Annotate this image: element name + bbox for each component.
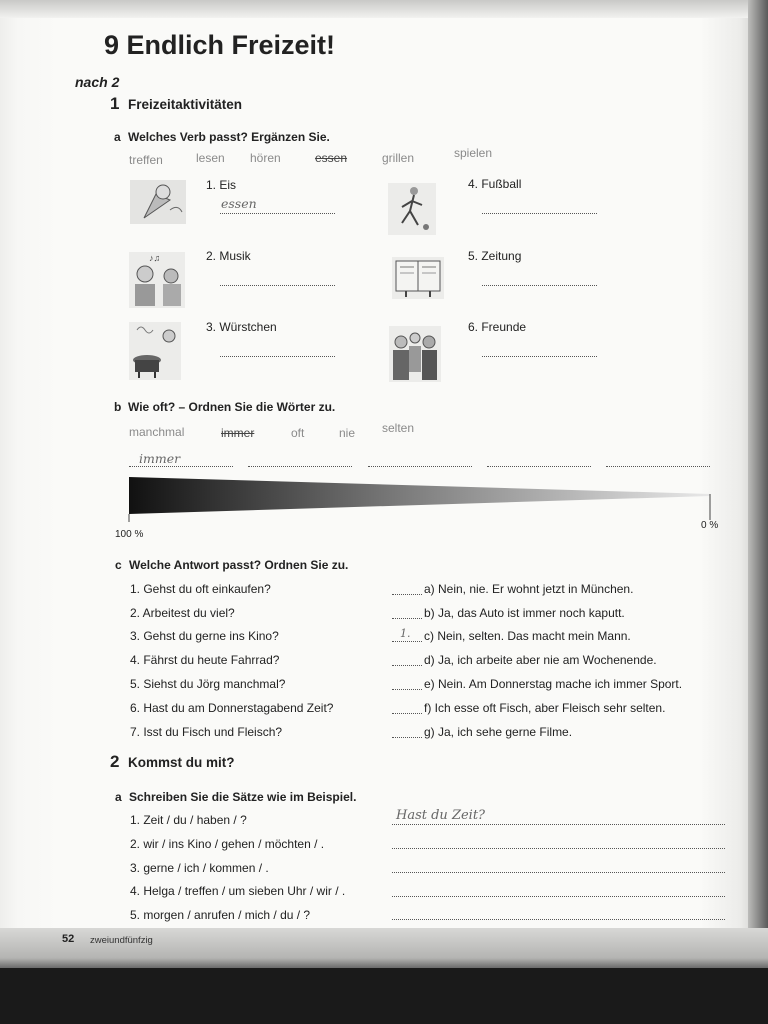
word-bank-1b-item-used: immer: [221, 426, 255, 440]
sentence-prompt: 2. wir / ins Kino / gehen / möchten / .: [130, 837, 325, 851]
question-item: 3. Gehst du gerne ins Kino?: [130, 629, 279, 643]
item-1a-label: 2. Musik: [206, 249, 251, 263]
word-bank-1a-item: grillen: [382, 151, 415, 165]
answer-line[interactable]: [129, 466, 233, 467]
nach-label: nach 2: [75, 74, 120, 90]
question-item: 5. Siehst du Jörg manchmal?: [130, 677, 286, 691]
svg-text:♪♫: ♪♫: [149, 253, 161, 263]
answer-option: a) Nein, nie. Er wohnt jetzt in München.: [424, 582, 634, 596]
item-1a-label: 4. Fußball: [468, 177, 522, 191]
word-bank-1a-item: treffen: [129, 153, 163, 167]
word-bank-1a-item: hören: [250, 151, 281, 165]
answer-line[interactable]: [392, 919, 725, 920]
answer-line[interactable]: [482, 356, 597, 357]
exercise-1b-letter: b: [114, 400, 122, 414]
word-bank-1a-item-used: essen: [315, 151, 348, 165]
answer-option: d) Ja, ich arbeite aber nie am Wochenende.: [424, 653, 657, 667]
answer-line[interactable]: [220, 356, 335, 357]
music-listening-icon: [129, 252, 185, 308]
exercise-1c-letter: c: [115, 558, 122, 572]
answer-option: b) Ja, das Auto ist immer noch kaputt.: [424, 606, 625, 620]
item-1a-label: 5. Zeitung: [468, 249, 522, 263]
section-1-title: Freizeitaktivitäten: [128, 97, 243, 112]
exercise-1b-instruction: Wie oft? – Ordnen Sie die Wörter zu.: [128, 400, 336, 414]
ice-cream-icon: [130, 180, 186, 224]
page-top-shadow: [0, 0, 758, 18]
answer-line[interactable]: [248, 466, 352, 467]
word-bank-1b-item: manchmal: [129, 425, 185, 439]
item-1b-answer: immer: [139, 451, 181, 466]
match-line[interactable]: [392, 713, 422, 714]
item-1a-label: 1. Eis: [206, 178, 237, 192]
page-bottom-shadow: [0, 928, 768, 968]
answer-line[interactable]: [392, 896, 725, 897]
exercise-2a-letter: a: [115, 790, 122, 804]
grill-icon: [129, 322, 181, 380]
friends-icon: [389, 326, 441, 382]
match-line[interactable]: [392, 594, 422, 595]
item-1a-answer: essen: [221, 196, 257, 211]
answer-line[interactable]: [482, 285, 597, 286]
chapter-title: 9 Endlich Freizeit!: [104, 30, 336, 60]
sentence-prompt: 4. Helga / treffen / um sieben Uhr / wir / .: [130, 884, 346, 898]
frequency-scale-wedge: [126, 474, 716, 524]
exercise-1a-instruction: Welches Verb passt? Ergänzen Sie.: [128, 130, 330, 144]
answer-option: c) Nein, selten. Das macht mein Mann.: [424, 629, 631, 643]
match-line[interactable]: [392, 665, 422, 666]
page-right-shadow: [748, 0, 768, 962]
word-bank-1b-item: oft: [291, 426, 305, 440]
answer-line[interactable]: [392, 824, 725, 825]
scale-right-label: 0 %: [701, 520, 719, 531]
match-line[interactable]: [392, 618, 422, 619]
section-1-number: 1: [110, 94, 120, 113]
match-line[interactable]: [392, 689, 422, 690]
question-item: 4. Fährst du heute Fahrrad?: [130, 653, 280, 667]
answer-line[interactable]: [368, 466, 472, 467]
section-2-title: Kommst du mit?: [128, 755, 235, 770]
match-line[interactable]: [392, 737, 422, 738]
answer-option: e) Nein. Am Donnerstag mache ich immer Sport.: [424, 677, 683, 691]
answer-line[interactable]: [392, 872, 725, 873]
question-item: 2. Arbeitest du viel?: [130, 606, 235, 620]
answer-line[interactable]: [392, 848, 725, 849]
answer-line[interactable]: [220, 285, 335, 286]
newspaper-icon: [392, 257, 444, 299]
page-number: 52: [62, 933, 75, 945]
match-fill: 1.: [400, 627, 411, 640]
question-item: 6. Hast du am Donnerstagabend Zeit?: [130, 701, 334, 715]
sentence-prompt: 5. morgen / anrufen / mich / du / ?: [130, 908, 311, 922]
exercise-1c-instruction: Welche Antwort passt? Ordnen Sie zu.: [129, 558, 349, 572]
word-bank-1b-item: nie: [339, 426, 356, 440]
answer-option: g) Ja, ich sehe gerne Filme.: [424, 725, 573, 739]
question-item: 7. Isst du Fisch und Fleisch?: [130, 725, 283, 739]
match-line[interactable]: [392, 641, 422, 642]
item-1a-label: 3. Würstchen: [206, 320, 277, 334]
sentence-prompt: 1. Zeit / du / haben / ?: [130, 813, 247, 827]
item-1a-label: 6. Freunde: [468, 320, 527, 334]
word-bank-1b-item: selten: [382, 421, 415, 435]
answer-line[interactable]: [482, 213, 597, 214]
answer-line[interactable]: [487, 466, 591, 467]
question-item: 1. Gehst du oft einkaufen?: [130, 582, 271, 596]
football-player-icon: [388, 183, 436, 235]
word-bank-1a-item: lesen: [196, 151, 225, 165]
page-number-word: zweiundfünfzig: [90, 935, 153, 946]
exercise-2a-instruction: Schreiben Sie die Sätze wie im Beispiel.: [129, 790, 357, 804]
section-2-number: 2: [110, 752, 120, 771]
sentence-answer: Hast du Zeit?: [396, 808, 486, 823]
answer-line[interactable]: [220, 213, 335, 214]
exercise-1a-letter: a: [114, 130, 121, 144]
sentence-prompt: 3. gerne / ich / kommen / .: [130, 861, 269, 875]
scale-left-label: 100 %: [115, 529, 144, 540]
answer-option: f) Ich esse oft Fisch, aber Fleisch sehr selten.: [424, 701, 666, 715]
word-bank-1a-item: spielen: [454, 146, 493, 160]
answer-line[interactable]: [606, 466, 710, 467]
